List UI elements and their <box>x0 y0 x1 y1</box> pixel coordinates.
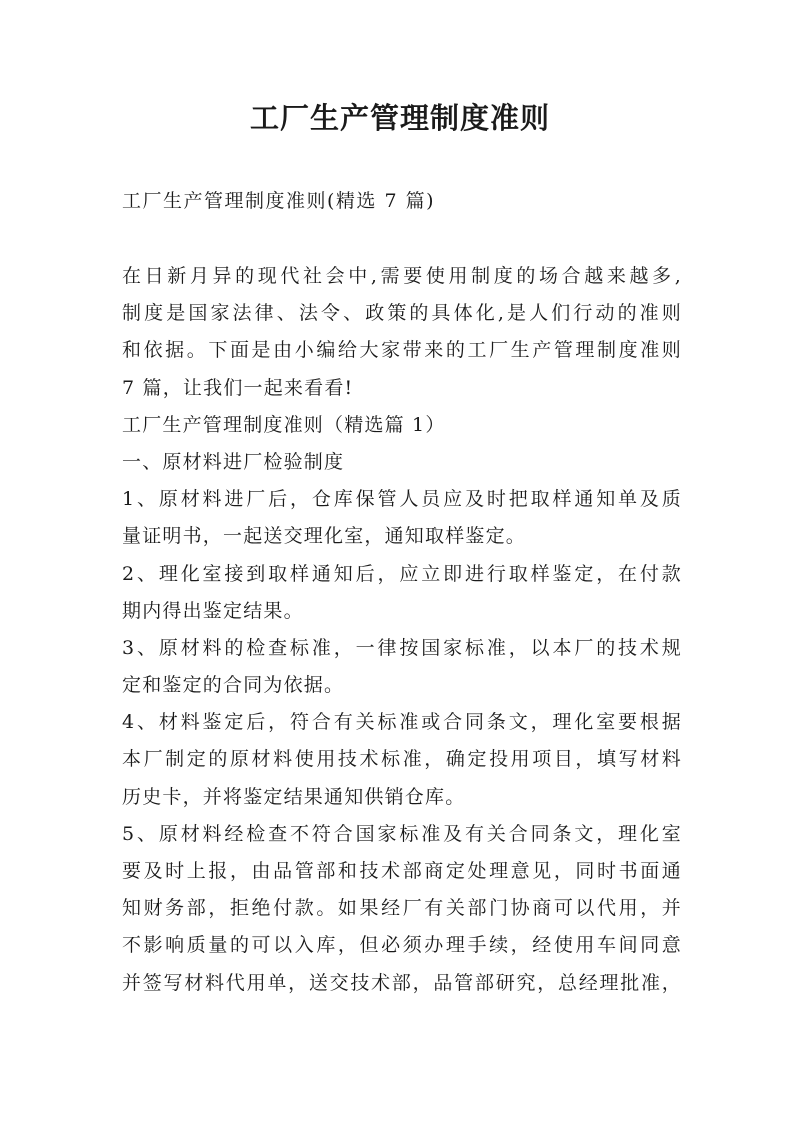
body-line: 历史卡，并将鉴定结果通知供销仓库。 <box>122 785 466 808</box>
body-line: 4、材料鉴定后，符合有关标准或合同条文，理化室要根据 <box>122 711 682 734</box>
body-line: 要及时上报，由品管部和技术部商定处理意见，同时书面通 <box>122 860 682 882</box>
body-line: 制度是国家法律、法令、政策的具体化,是人们行动的准则 <box>122 302 682 325</box>
body-line: 在日新月异的现代社会中,需要使用制度的场合越来越多, <box>122 265 682 287</box>
section-heading: 工厂生产管理制度准则（精选篇 1） <box>122 413 446 436</box>
body-line: 本厂制定的原材料使用技术标准，确定投用项目，填写材料 <box>122 748 682 771</box>
body-line: 1、原材料进厂后，仓库保管人员应及时把取样通知单及质 <box>122 488 682 511</box>
body-line: 7 篇，让我们一起来看看! <box>122 376 354 399</box>
document-body <box>122 258 682 1002</box>
body-line: 期内得出鉴定结果。 <box>122 599 304 622</box>
document-title: 工厂生产管理制度准则 <box>249 101 550 135</box>
subsection-heading: 一、原材料进厂检验制度 <box>122 450 345 473</box>
document-subtitle: 工厂生产管理制度准则(精选 7 篇) <box>122 190 435 212</box>
body-line: 3、原材料的检查标准，一律按国家标准，以本厂的技术规 <box>122 636 682 659</box>
body-line: 知财务部，拒绝付款。如果经厂有关部门协商可以代用，并 <box>122 897 682 920</box>
body-line: 定和鉴定的合同为依据。 <box>122 674 345 697</box>
body-line: 2、理化室接到取样通知后，应立即进行取样鉴定，在付款 <box>122 562 682 585</box>
body-line: 量证明书，一起送交理化室，通知取样鉴定。 <box>122 525 527 548</box>
body-line: 不影响质量的可以入库，但必须办理手续，经使用车间同意 <box>122 934 682 957</box>
body-line: 并签写材料代用单，送交技术部，品管部研究，总经理批准， <box>122 971 682 994</box>
body-line: 和依据。下面是由小编给大家带来的工厂生产管理制度准则 <box>122 339 682 362</box>
body-line: 5、原材料经检查不符合国家标准及有关合同条文，理化室 <box>122 822 682 845</box>
